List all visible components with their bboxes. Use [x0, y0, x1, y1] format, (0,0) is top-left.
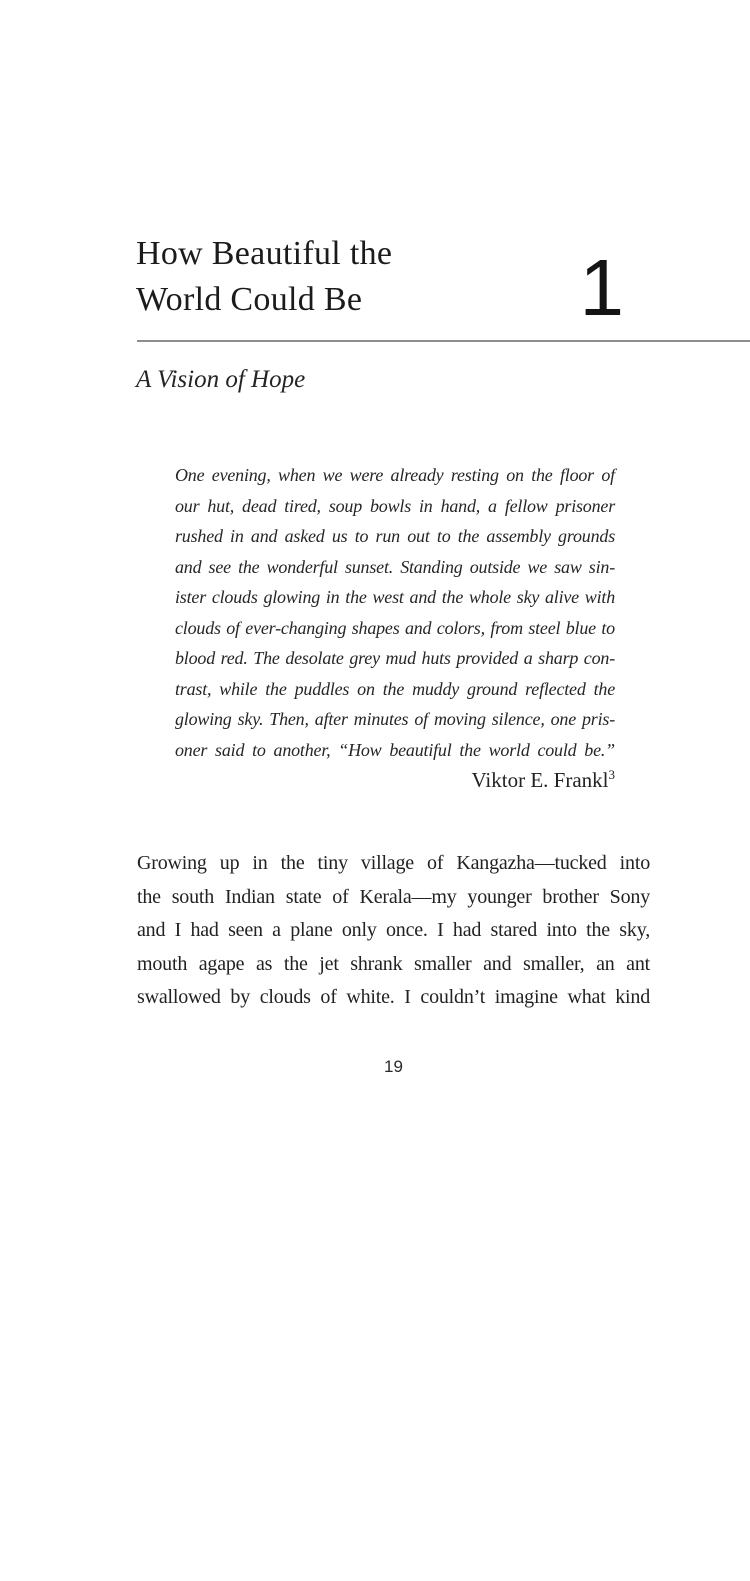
text-line: blood red. The desolate grey mud huts provided a sharp con-	[175, 648, 615, 668]
chapter-title-line-2: World Could Be	[136, 281, 363, 318]
text-line: and I had seen a plane only once. I had stared into the sky,	[137, 919, 650, 941]
epigraph-quote	[175, 460, 615, 796]
chapter-number: 1	[579, 243, 624, 332]
text-line: clouds of ever-changing shapes and colors, from steel blue to	[175, 617, 615, 638]
text-line: ister clouds glowing in the west and the whole sky alive with	[175, 587, 615, 607]
text-line: mouth agape as the jet shrank smaller and smaller, an ant	[137, 952, 650, 975]
page-number: 19	[384, 1057, 403, 1076]
chapter-subtitle: A Vision of Hope	[136, 366, 306, 393]
text-line: our hut, dead tired, soup bowls in hand, a fellow prisoner	[175, 495, 615, 516]
footnote-marker: 3	[608, 767, 615, 782]
title-rule-divider	[137, 340, 750, 342]
text-line: Growing up in the tiny village of Kangazha—tucked into	[137, 852, 650, 874]
epigraph-lines	[175, 460, 615, 765]
text-line: trast, while the puddles on the muddy ground reflected the	[175, 678, 615, 699]
body-paragraph	[137, 847, 650, 1015]
epigraph-attribution	[175, 765, 615, 796]
text-line: glowing sky. Then, after minutes of moving silence, one pris-	[175, 709, 615, 729]
text-line: swallowed by clouds of white. I couldn’t imagine what kind	[137, 986, 650, 1008]
text-line: One evening, when we were already resting on the floor of	[175, 465, 615, 485]
epigraph-attribution-name: Viktor E. Frankl	[471, 768, 609, 792]
text-line: oner said to another, “How beautiful the world could be.”	[175, 739, 615, 760]
chapter-title	[136, 231, 556, 323]
text-line: the south Indian state of Kerala—my younger brother Sony	[137, 885, 650, 908]
text-line: and see the wonderful sunset. Standing outside we saw sin-	[175, 556, 615, 577]
chapter-title-line-1: How Beautiful the	[136, 235, 393, 272]
text-line: rushed in and asked us to run out to the assembly grounds	[175, 526, 615, 546]
